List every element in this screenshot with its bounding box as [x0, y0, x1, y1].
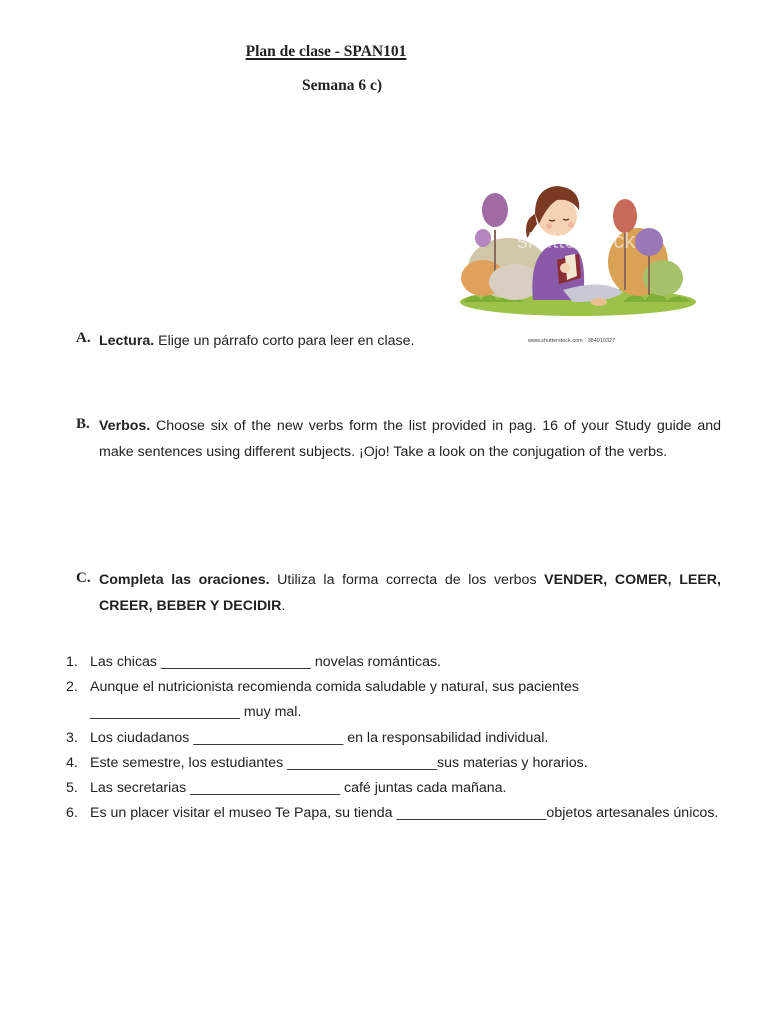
- exercise-number: 2.: [66, 679, 78, 696]
- exercise-list: [66, 650, 726, 826]
- exercise-text: Los ciudadanos ___________________ en la responsabilidad individual.: [90, 729, 549, 746]
- exercise-text: Aunque el nutricionista recomienda comida saludable y natural, sus pacientes ___________________ muy mal.: [90, 679, 579, 721]
- exercise-number: 4.: [66, 754, 78, 771]
- section-a-heading: Lectura.: [99, 333, 155, 349]
- exercise-item: [66, 726, 726, 751]
- section-c-heading: Completa las oraciones.: [99, 572, 270, 588]
- watermark: shutterstock: [516, 228, 636, 253]
- section-c-body: Utiliza la forma correcta de los verbos: [269, 572, 545, 588]
- exercise-number: 5.: [66, 780, 78, 797]
- page-subtitle: Semana 6 c): [301, 77, 383, 94]
- exercise-number: 1.: [66, 654, 78, 670]
- exercise-number: 3.: [66, 729, 78, 746]
- section-c-text: [99, 568, 721, 619]
- exercise-text: Es un placer visitar el museo Te Papa, su tienda ___________________objetos artesanales únicos.: [90, 805, 719, 822]
- section-a-text: [99, 329, 519, 355]
- section-a-body: Elige un párrafo corto para leer en clase.: [154, 333, 415, 349]
- section-c-verbs: VENDER, COMER, LEER, CREER, BEBER Y DECIDIR: [99, 572, 721, 614]
- exercise-item: [66, 650, 726, 675]
- exercise-number: 6.: [66, 805, 78, 822]
- exercise-item: [66, 751, 726, 776]
- page-title: Plan de clase - SPAN101: [245, 43, 407, 60]
- exercise-item: [66, 675, 726, 725]
- section-b-heading: Verbos.: [99, 418, 151, 434]
- section-b-letter: B.: [76, 416, 90, 432]
- section-c-letter: C.: [76, 570, 91, 586]
- exercise-text: Las secretarias ___________________ café juntas cada mañana.: [90, 780, 507, 797]
- image-credit: www.shutterstock.com · 384910327: [528, 338, 616, 344]
- exercise-text: Las chicas ___________________ novelas románticas.: [90, 654, 442, 670]
- section-b-body: Choose six of the new verbs form the list provided in pag. 16 of your Study guide and make sentences using different subjects. ¡Ojo! Take a look on the conjugation of the verbs.: [99, 418, 721, 460]
- section-c-end: .: [281, 597, 286, 614]
- exercise-item: [66, 801, 726, 826]
- section-b-text: [99, 414, 721, 465]
- exercise-text: Este semestre, los estudiantes ___________________sus materias y horarios.: [90, 754, 588, 771]
- girl-reading-illustration: [453, 150, 699, 330]
- section-a-letter: A.: [76, 330, 91, 346]
- exercise-item: [66, 776, 726, 801]
